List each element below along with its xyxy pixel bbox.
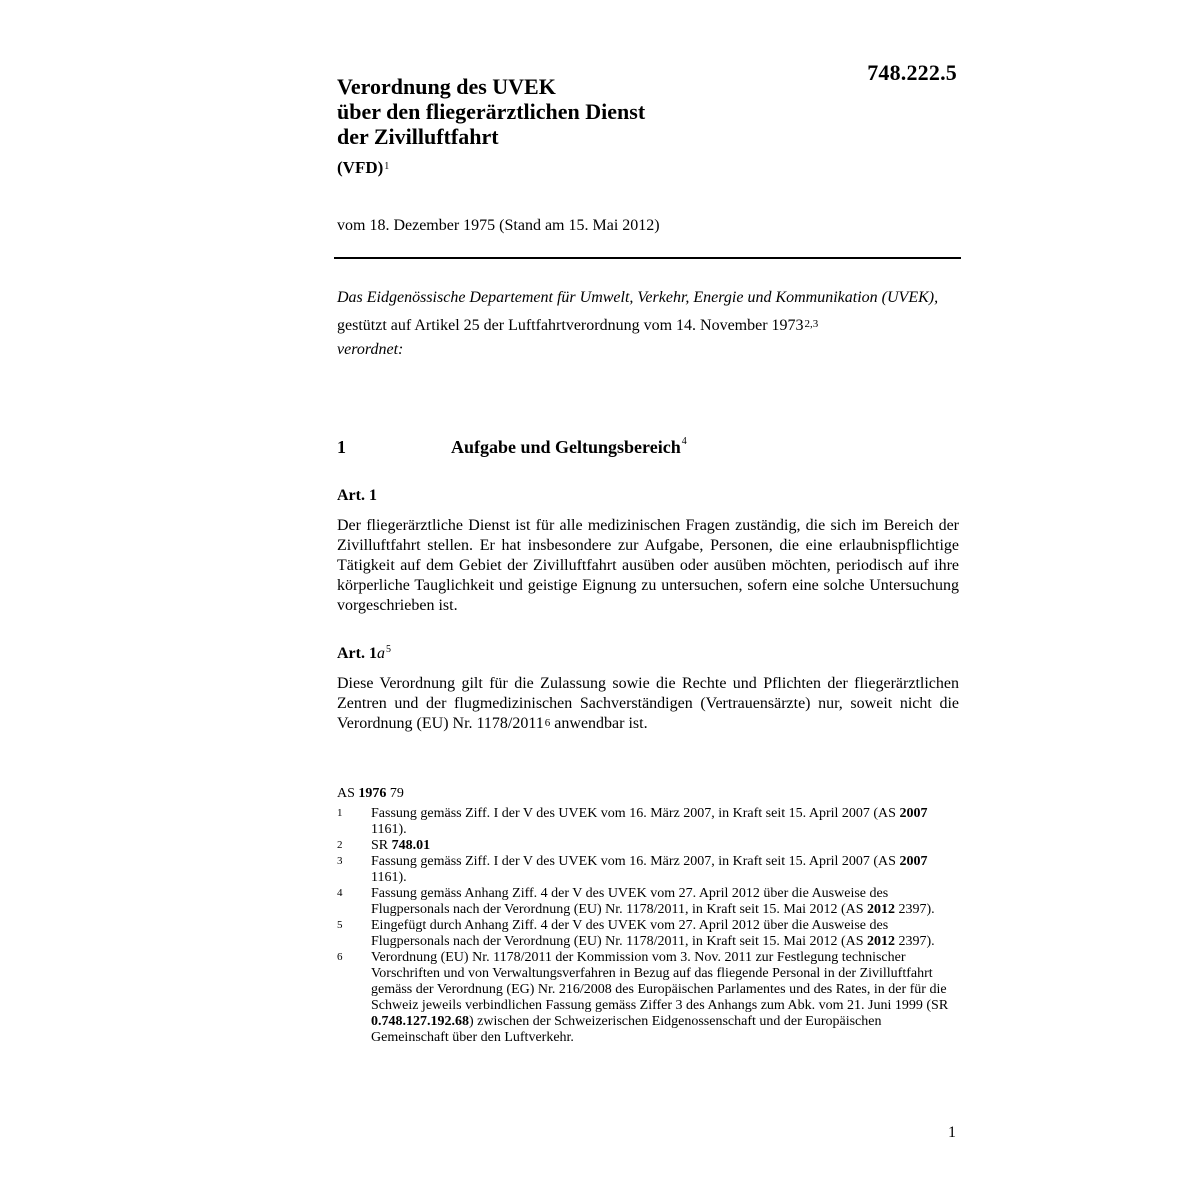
footnote-text-part: Fassung gemäss Ziff. I der V des UVEK vom 16. März 2007, in Kraft seit 15. April 2007 (AS: [371, 806, 900, 821]
footnote: [337, 854, 959, 886]
footnote: [337, 886, 959, 918]
article-1a-text: [337, 674, 959, 734]
footnote-number: 5: [337, 919, 343, 931]
as-page: 79: [386, 786, 404, 801]
footnote-text-part: 1161).: [371, 870, 407, 885]
preamble: [337, 288, 961, 359]
footnote-text: [371, 854, 959, 886]
footnote-text-part: 1161).: [371, 822, 407, 837]
preamble-basis-text: gestützt auf Artikel 25 der Luftfahrtverordnung vom 14. November 1973: [337, 317, 804, 334]
footnote-ref[interactable]: 2,3: [804, 318, 819, 330]
page-number: 1: [948, 1124, 956, 1141]
preamble-decree: verordnet:: [337, 341, 404, 358]
title-line-1: Verordnung des UVEK: [337, 74, 556, 99]
sr-number: 748.222.5: [867, 60, 957, 85]
title-block: [337, 74, 877, 179]
footnote-bold: 2012: [867, 934, 896, 949]
abbreviation: [337, 157, 877, 179]
as-prefix: AS: [337, 786, 359, 801]
article-1-text: Der fliegerärztliche Dienst ist für alle medizinischen Fragen zuständig, die sich im Bereich der Zivilluftfahrt stellen. Er hat insbesondere zur Aufgabe, Personen, die eine erlaubnispflichtige Tätigkeit auf dem Gebiet der Zivilluftfahrt ausüben oder ausüben möchten, periodisch auf ihre körperliche Tauglichkeit und geistige Eignung zu untersuchen, sofern eine solche Untersuchung vorgeschrieben ist.: [337, 517, 959, 614]
footnote-number: 2: [337, 839, 343, 851]
section-number: 1: [337, 437, 346, 457]
title-line-2: über den fliegerärztlichen Dienst: [337, 99, 646, 124]
footnote-text: [371, 886, 959, 918]
as-year: 1976: [358, 786, 387, 801]
footnote-bold: 0.748.127.192.68: [371, 1014, 469, 1029]
footnote-text: [371, 838, 959, 854]
footnote-text: [371, 918, 959, 950]
date-line: vom 18. Dezember 1975 (Stand am 15. Mai 2012): [337, 217, 660, 234]
as-reference: [337, 786, 404, 802]
article-1a-text-main: Diese Verordnung gilt für die Zulassung sowie die Rechte und Pflichten der fliegerärztlichen Zentren und der flugmedizinischen Sachverständigen (Vertrauensärzte) nur, soweit nicht die Verordnung (EU) Nr. 1178/2011: [337, 675, 959, 732]
footnote-ref[interactable]: 1: [384, 161, 390, 172]
article-1a-suffix: a: [376, 645, 385, 662]
footnotes: [337, 806, 959, 1046]
footnote-text-part: 2397).: [895, 934, 935, 949]
preamble-basis: [337, 316, 961, 335]
footnote-bold: 748.01: [391, 838, 431, 853]
footnote-number: 1: [337, 807, 343, 819]
footnote-text-part: 2397).: [895, 902, 935, 917]
footnote-bold: 2007: [899, 806, 928, 821]
section-title: Aufgabe und Geltungsbereich: [451, 437, 681, 457]
footnote: [337, 806, 959, 838]
footnote-ref[interactable]: 5: [385, 644, 391, 655]
footnote: [337, 918, 959, 950]
abbreviation-text: (VFD): [337, 158, 384, 177]
footnote-text-part: Verordnung (EU) Nr. 1178/2011 der Kommission vom 3. Nov. 2011 zur Festlegung technischer Vorschriften und von Verwaltungsverfahren in Bezug auf das fliegende Personal in der Zivilluftfahrt gemäss der Verordnung (EG) Nr. 216/2008 des Europäischen Parlamentes und des Rates, in der für die Schweiz jeweils verbindlichen Fassung gemäss Ziffer 3 des Anhangs zum Abk. vom 21. Juni 1999 (SR: [371, 950, 949, 1013]
footnote-number: 3: [337, 855, 343, 867]
footnote-text-part: ) zwischen der Schweizerischen Eidgenossenschaft und der Europäischen Gemeinschaft über den Luftverkehr.: [371, 1014, 882, 1045]
footnote-number: 4: [337, 887, 343, 899]
article-1a-label: Art. 1: [337, 645, 377, 662]
footnote-ref[interactable]: 6: [544, 717, 551, 729]
article-1a-heading: [337, 645, 391, 663]
footnote-text-part: SR: [371, 838, 392, 853]
footnote-text-part: Eingefügt durch Anhang Ziff. 4 der V des UVEK vom 27. April 2012 über die Ausweise des Flugpersonals nach der Verordnung (EU) Nr. 1178/2011, in Kraft seit 15. Mai 2012 (AS: [371, 918, 889, 949]
footnote: [337, 950, 959, 1046]
footnote-text-part: Fassung gemäss Anhang Ziff. 4 der V des UVEK vom 27. April 2012 über die Ausweise des Flugpersonals nach der Verordnung (EU) Nr. 1178/2011, in Kraft seit 15. Mai 2012 (AS: [371, 886, 889, 917]
footnote-text: [371, 806, 959, 838]
article-1-heading: Art. 1: [337, 487, 377, 504]
footnote-text-part: Fassung gemäss Ziff. I der V des UVEK vom 16. März 2007, in Kraft seit 15. April 2007 (AS: [371, 854, 900, 869]
preamble-authority: Das Eidgenössische Departement für Umwelt, Verkehr, Energie und Kommunikation (UVEK),: [337, 289, 939, 306]
footnote-bold: 2007: [899, 854, 928, 869]
divider: [334, 257, 961, 259]
footnote-number: 6: [337, 951, 343, 963]
article-1a-text-end: anwendbar ist.: [550, 715, 648, 732]
footnote-text: [371, 950, 959, 1046]
title-line-3: der Zivilluftfahrt: [337, 124, 499, 149]
footnote-ref[interactable]: 4: [681, 436, 687, 447]
section-heading: [337, 437, 961, 458]
footnote-bold: 2012: [867, 902, 896, 917]
footnote: [337, 838, 959, 854]
